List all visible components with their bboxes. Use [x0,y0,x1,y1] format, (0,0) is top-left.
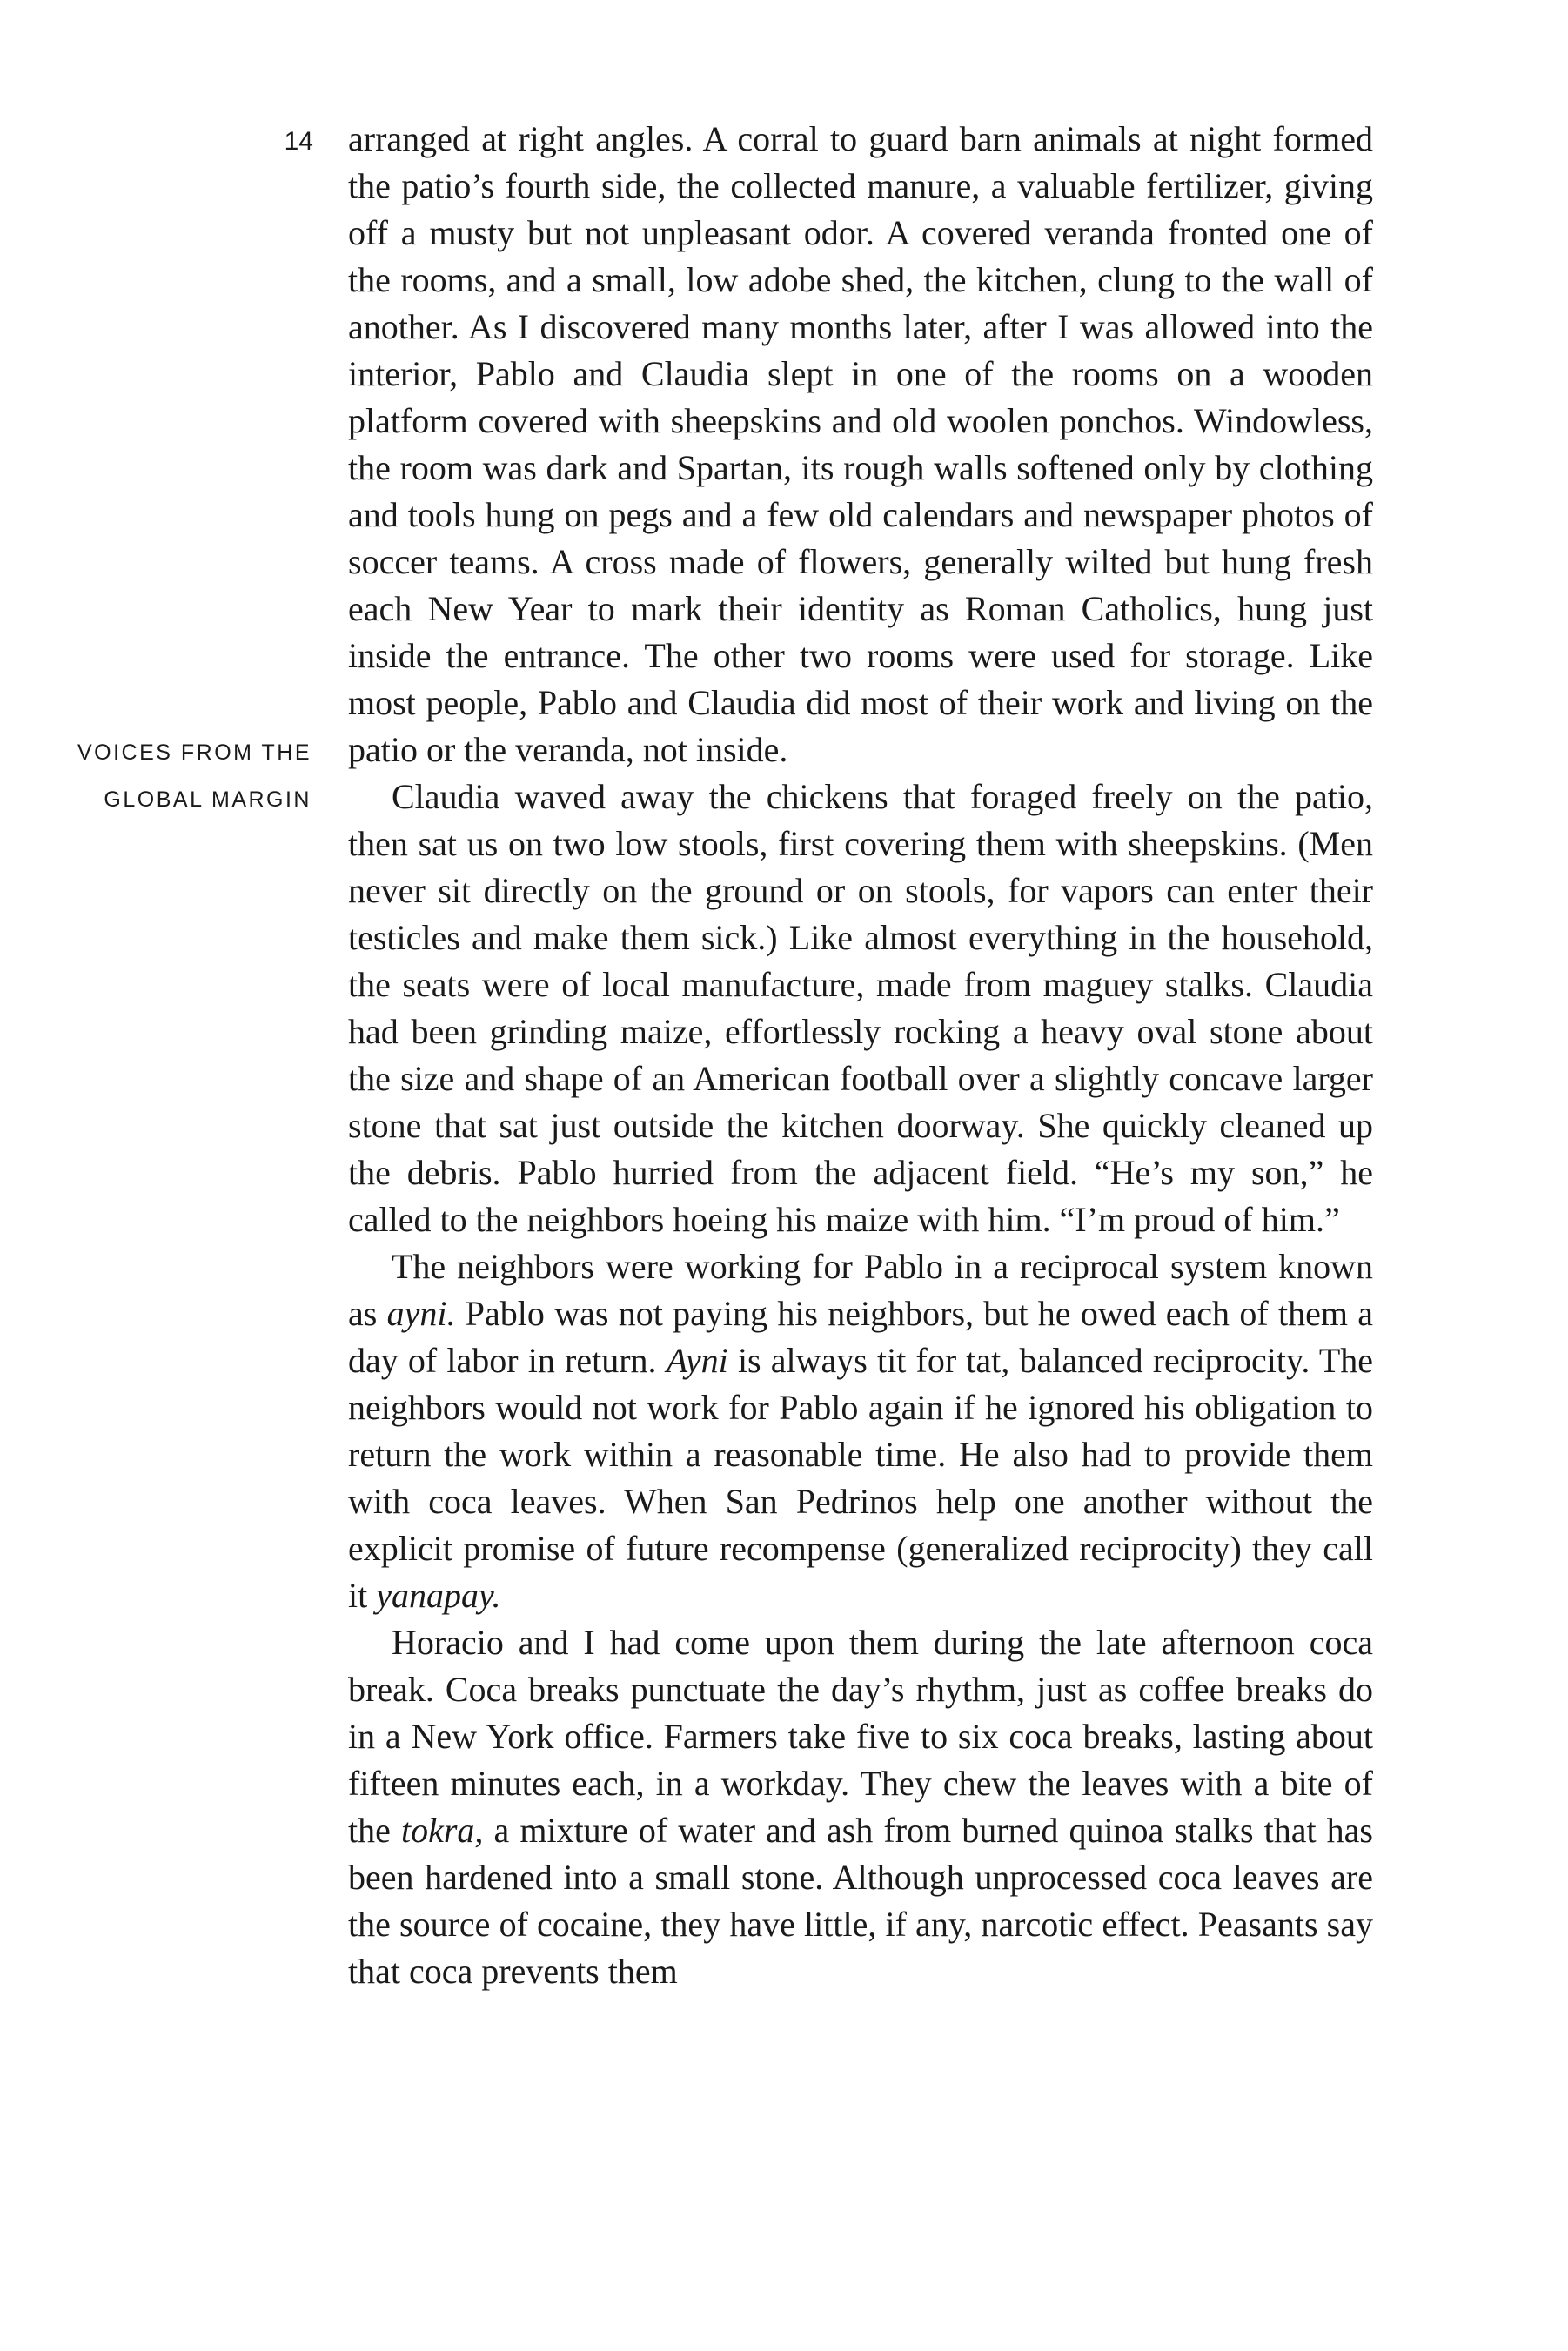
paragraph-2: Claudia waved away the chickens that foraged freely on the patio, then sat us on two low stools, first covering them with sheepskins. (Men never sit directly on the ground or on stools, for vapors can enter their testicles and make them sick.) Like almost everything in the household, the seats were of local manufacture, made from maguey stalks. Claudia had been grinding maize, effortlessly rocking a heavy oval stone about the size and shape of an American football over a slightly concave larger stone that sat just outside the kitchen doorway. She quickly cleaned up the debris. Pablo hurried from the adjacent field. “He’s my son,” he called to the neighbors hoeing his maize with him. “I’m proud of him.” [348,777,1373,1239]
running-head [52,729,312,823]
paragraph-3-text-c: is always tit for tat, balanced reciprocity. The neighbors would not work for Pablo again if he ignored his obligation to return the work within a reasonable time. He also had to provide them with coca leaves. When San Pedrinos help one another without the explicit promise of future recompense (generalized reciprocity) they call it [348,1341,1374,1615]
paragraph-3-text-b: Pablo was not paying his neighbors, but he owed each of them a day of labor in return. [348,1294,1373,1380]
paragraph-4 [348,1619,1373,1995]
paragraph-1: arranged at right angles. A corral to guard barn animals at night formed the patio’s fourth side, the collected manure, a valuable fertilizer, giving off a musty but not unpleasant odor. A covered veranda fronted one of the rooms, and a small, low adobe shed, the kitchen, clung to the wall of another. As I discovered many months later, after I was allowed into the interior, Pablo and Claudia slept in one of the rooms on a wooden platform covered with sheepskins and old woolen ponchos. Windowless, the room was dark and Spartan, its rough walls softened only by clothing and tools hung on pegs and a few old calendars and newspaper photos of soccer teams. A cross made of flowers, generally wilted but hung fresh each New Year to mark their identity as Roman Catholics, hung just inside the entrance. The other two rooms were used for storage. Like most people, Pablo and Claudia did most of their work and living on the patio or the veranda, not inside. [348,119,1373,769]
term-ayni-2: Ayni [666,1341,728,1380]
paragraph-4-text-b: a mixture of water and ash from burned quinoa stalks that has been hardened into a small stone. Although unprocessed coca leaves are the source of cocaine, they have little, if any, narcotic effect. Peasants say that coca prevents them [348,1811,1374,1991]
term-ayni: ayni. [386,1294,456,1333]
running-head-line-1: VOICES FROM THE [77,740,312,765]
paragraph-4-text-a: Horacio and I had come upon them during the late afternoon coca break. Coca breaks punctuate the day’s rhythm, just as coffee breaks do in a New York office. Farmers take five to six coca breaks, lasting about fifteen minutes each, in a workday. They chew the leaves with a bite of the [348,1623,1373,1850]
term-yanapay: yanapay. [376,1576,501,1615]
paragraph-3 [348,1243,1373,1619]
term-tokra: tokra, [400,1811,484,1850]
body-text [348,116,1373,1995]
page-number: 14 [284,127,313,156]
running-head-line-2: GLOBAL MARGIN [104,787,312,812]
paragraph-3-text-a: The neighbors were working for Pablo in a reciprocal system known as [348,1247,1373,1333]
